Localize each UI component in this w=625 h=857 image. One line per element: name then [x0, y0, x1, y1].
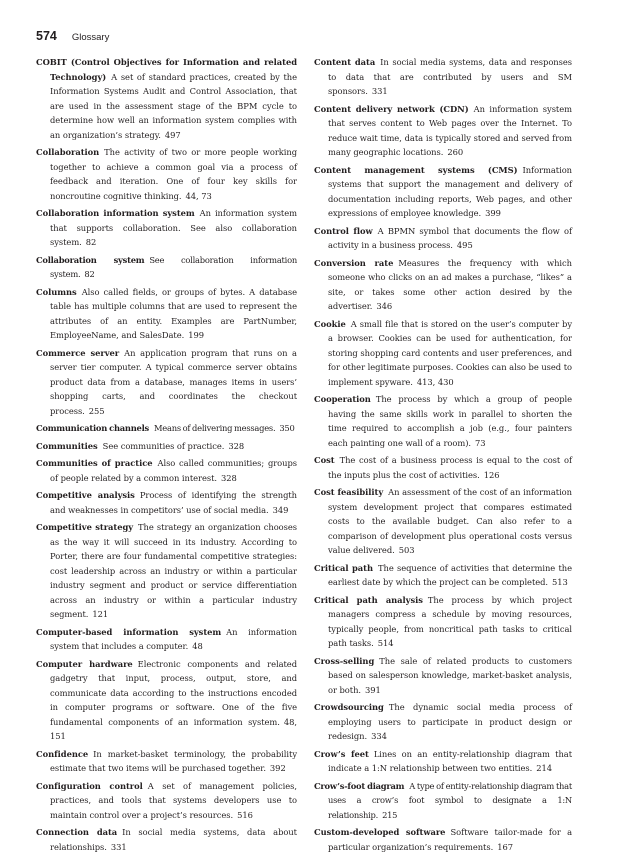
entry-term: Crow’s feet: [314, 748, 369, 759]
entry-pages: 167: [497, 841, 513, 852]
entry-term: Connection data: [36, 827, 118, 837]
entry-definition: The sequence of activities that determine the earliest date by which the project can be completed.: [328, 562, 572, 587]
running-title: Glossary: [71, 32, 110, 43]
entry-definition: Information systems that support the management and delivery of documentation including reports, Web pages, and other expressions of employee knowledge.: [328, 164, 572, 218]
entry-pages: 413, 430: [416, 376, 454, 387]
entry-definition: A type of entity-relationship diagram that uses a crow’s foot symbol to designate a 1:N relationship.: [328, 780, 572, 820]
entry-definition: The sale of related products to customers based on salesperson knowledge, market-basket analysis, or both.: [328, 655, 572, 695]
entry-pages: 48: [192, 641, 203, 651]
entry-definition: The process by which project managers compress a schedule by moving resources, typically people, from noncritical path tasks to critical path tasks.: [328, 594, 572, 648]
entry-term: Collaboration: [36, 147, 100, 157]
glossary-entry: [314, 102, 572, 160]
entry-pages: 328: [221, 472, 237, 483]
entry-pages: 497: [164, 129, 181, 140]
entry-definition: The process by which a group of people having the same skills work in parallel to shorten the time required to accomplish a job (e.g., four painters each painting one wall of a room).: [328, 394, 572, 448]
entry-definition: Measures the frequency with which someone who clicks on an ad makes a purchase, “likes” a site, or takes some other action desired by the advertiser.: [328, 257, 572, 311]
entry-term: Cooperation: [314, 394, 371, 404]
entry-term: Crowdsourcing: [314, 702, 384, 712]
entry-pages: 215: [382, 809, 398, 820]
glossary-entry: [314, 256, 572, 314]
entry-pages: 48, 151: [50, 716, 297, 741]
entry-term: Content management systems (CMS): [314, 164, 518, 175]
entry-definition: Electronic components and related gadgetry that input, process, output, store, and communicate data according to the instructions encoded in computer programs or software. One of the five fundamental components of an information system.: [50, 658, 297, 727]
entry-term: Computer hardware: [36, 658, 133, 669]
entry-term: Columns: [36, 286, 77, 297]
left-column: [36, 55, 297, 857]
entry-term: Cookie: [314, 318, 346, 329]
glossary-entry: [36, 825, 297, 854]
glossary-entry: [36, 488, 297, 517]
entry-term: Control flow: [314, 225, 373, 236]
entry-term: Configuration control: [36, 780, 143, 791]
entry-definition: Also called communities; groups of people related by a common interest.: [50, 458, 297, 483]
glossary-entry: [36, 657, 297, 744]
glossary-entry: [314, 317, 572, 390]
entry-pages: 503: [398, 545, 415, 555]
entry-term: Communities of practice: [36, 458, 153, 468]
entry-definition: A set of management policies, practices, and tools that systems developers use to maintain control over a project’s resources.: [50, 780, 297, 820]
entry-pages: 82: [85, 237, 97, 247]
entry-definition: In market-basket terminology, the probability estimate that two items will be purchased together.: [50, 748, 297, 773]
entry-pages: 255: [88, 405, 105, 416]
entry-pages: 514: [377, 638, 394, 648]
entry-definition: An information system that includes a computer.: [50, 626, 297, 651]
entry-term: Cross-selling: [314, 655, 375, 666]
glossary-entry: [314, 700, 572, 744]
entry-term: Competitive strategy: [36, 522, 134, 532]
entry-term: Collaboration system: [36, 254, 145, 265]
entry-term: Cost feasibility: [314, 487, 384, 497]
glossary-entry: [36, 285, 297, 343]
entry-pages: 513: [552, 577, 568, 587]
entry-definition: The cost of a business process is equal to the cost of the inputs plus the cost of activities.: [328, 455, 572, 480]
glossary-entry: [36, 145, 297, 203]
entry-pages: 391: [365, 684, 381, 695]
glossary-entry: [314, 485, 572, 558]
entry-definition: Process of identifying the strength and weaknesses in competitors’ use of social media.: [50, 490, 298, 515]
glossary-entry: [36, 625, 297, 654]
glossary-entry: [314, 392, 572, 450]
entry-definition: An information system that supports collaboration. See also collaboration system.: [50, 208, 297, 247]
entry-term: Content delivery network (CDN): [314, 103, 469, 114]
entry-definition: Lines on an entity-relationship diagram that indicate a 1:N relationship between two entities.: [328, 748, 572, 773]
entry-pages: 331: [371, 86, 388, 96]
entry-definition: A BPMN symbol that documents the flow of activity in a business process.: [328, 225, 572, 250]
entry-definition: The dynamic social media process of employing users to participate in product design or redesign.: [328, 702, 572, 741]
entry-term: Competitive analysis: [36, 490, 135, 500]
glossary-entry: [36, 747, 297, 776]
entry-pages: 199: [188, 330, 204, 340]
entry-pages: 349: [272, 504, 289, 515]
glossary-entry: [36, 346, 297, 419]
glossary-entry: [314, 163, 572, 221]
entry-term: Content data: [314, 57, 376, 67]
entry-definition: See communities of practice.: [102, 440, 225, 451]
glossary-entry: [36, 206, 297, 250]
entry-definition: In social media systems, data and responses to data that are contributed by users and SM sponsors.: [328, 57, 572, 96]
entry-definition: An application program that runs on a server tier computer. A typical commerce server obtains product data from a database, manages items in users’ shopping carts, and coordinates the checkout process.: [50, 347, 297, 416]
entry-definition: Means of delivering messages.: [153, 423, 276, 433]
entry-pages: 82: [84, 269, 95, 279]
entry-definition: See collaboration information system.: [50, 254, 297, 279]
entry-term: Conversion rate: [314, 257, 394, 268]
glossary-entry: [36, 253, 297, 282]
entry-definition: The activity of two or more people working together to achieve a common goal via a process of feedback and iteration. One of four key skills for noncroutine cognitive thinking.: [50, 147, 297, 201]
glossary-entry: [36, 779, 297, 823]
entry-pages: 260: [447, 147, 464, 157]
entry-pages: 516: [237, 809, 253, 820]
glossary-entry: [36, 421, 297, 436]
entry-term: Crow’s-foot diagram: [314, 780, 405, 791]
page-header: [36, 29, 109, 43]
entry-term: Custom-developed software: [314, 827, 446, 837]
glossary-entry: [36, 520, 297, 622]
glossary-entry: [314, 561, 572, 590]
entry-pages: 392: [269, 763, 286, 773]
glossary-entry: [314, 224, 572, 253]
entry-term: COBIT (Control Objectives for Information and related Technology): [36, 57, 297, 82]
glossary-entry: [314, 55, 572, 99]
entry-term: Critical path analysis: [314, 594, 423, 605]
entry-pages: 350: [279, 423, 295, 433]
entry-pages: 328: [228, 440, 245, 451]
glossary-entry: [36, 456, 297, 485]
entry-pages: 121: [92, 609, 109, 619]
entry-pages: 331: [110, 841, 127, 852]
entry-term: Computer-based information system: [36, 626, 222, 637]
glossary-entry: [314, 593, 572, 651]
page-number: 574: [36, 29, 57, 43]
glossary-entry: [314, 779, 572, 823]
entry-pages: 495: [456, 240, 473, 250]
entry-pages: 73: [475, 437, 486, 448]
entry-definition: The strategy an organization chooses as the way it will succeed in its industry. According to Porter, there are four fundamental competitive strategies: cost leadership across an industry or within a particular industry segment and product or service differentiation across an industry or within a particular industry segment.: [50, 522, 297, 619]
entry-term: Confidence: [36, 748, 89, 759]
entry-definition: An information system that serves content to Web pages over the Internet. To reduce wait time, data is typically stored and served from many geographic locations.: [328, 103, 572, 157]
entry-definition: An assessment of the cost of an information system development project that compares estimated costs to the available budget. Can also refer to a comparison of development plus operational costs versus value delivered.: [328, 487, 572, 555]
entry-pages: 126: [483, 469, 500, 480]
glossary-entry: [314, 747, 572, 776]
entry-term: Critical path: [314, 562, 373, 573]
glossary-entry: [314, 453, 572, 482]
glossary-entry: [314, 825, 572, 854]
entry-term: Communities: [36, 440, 98, 451]
entry-pages: 346: [376, 301, 393, 311]
entry-definition: In social media systems, data about relationships.: [50, 827, 297, 852]
entry-pages: 399: [485, 208, 501, 218]
right-column: [314, 55, 572, 857]
entry-definition: A small file that is stored on the user’s computer by a browser. Cookies can be used for authentication, for storing shopping card contents and user preferences, and for other legitimate purposes. Cookies can also be used to implement spyware.: [328, 318, 572, 387]
glossary-entry: [314, 654, 572, 698]
entry-pages: 214: [536, 763, 553, 773]
entry-term: Commerce server: [36, 347, 120, 358]
entry-term: Communication channels: [36, 423, 149, 433]
glossary-entry: [36, 439, 297, 454]
entry-definition: A set of standard practices, created by the Information Systems Audit and Control Association, that are used in the assessment stage of the BPM cycle to determine how well an information system complies with an organization’s strategy.: [50, 71, 297, 140]
entry-term: Collaboration information system: [36, 208, 195, 218]
entry-pages: 334: [371, 731, 387, 741]
entry-term: Cost: [314, 455, 335, 465]
entry-definition: Software tailor-made for a particular organization’s requirements.: [328, 827, 572, 852]
entry-pages: 44, 73: [185, 190, 212, 201]
entry-definition: Also called fields, or groups of bytes. A database table has multiple columns that are used to represent the attributes of an entity. Examples are PartNumber, EmployeeName, and SalesDate.: [50, 286, 297, 340]
glossary-entry: [36, 55, 297, 142]
